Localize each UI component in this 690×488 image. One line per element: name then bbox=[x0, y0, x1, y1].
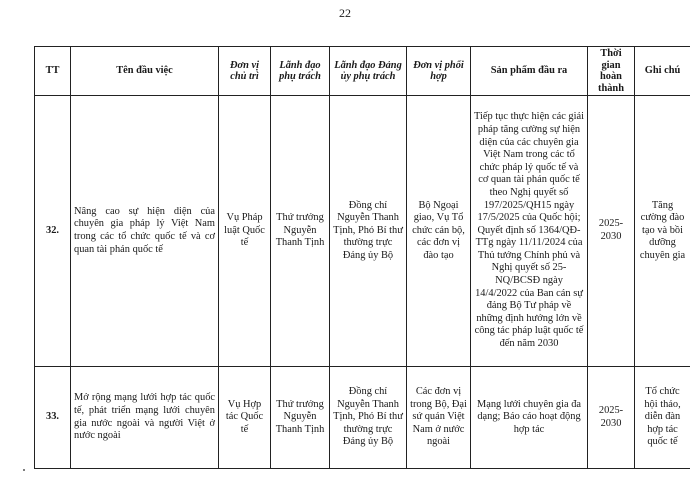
output-product: Mạng lưới chuyên gia đa dạng; Báo cáo hoạt động hợp tác bbox=[471, 367, 588, 469]
row-number: 32. bbox=[35, 96, 71, 367]
table-row bbox=[35, 96, 690, 367]
deadline: 2025-2030 bbox=[588, 96, 635, 367]
header-output: Sản phẩm đầu ra bbox=[471, 47, 588, 96]
coordinating-unit: Bộ Ngoại giao, Vụ Tổ chức cán bộ, các đơn vị đào tạo bbox=[407, 96, 471, 367]
header-ministry-leader: Lãnh đạo phụ trách bbox=[271, 47, 330, 96]
header-lead-unit: Đơn vị chủ trì bbox=[219, 47, 271, 96]
header-tt: TT bbox=[35, 47, 71, 96]
task-name: Nâng cao sự hiện diện của chuyên gia pháp lý Việt Nam trong các tổ chức quốc tế và cơ quan tài phán quốc tế bbox=[71, 96, 219, 367]
lead-unit: Vụ Hợp tác Quốc tế bbox=[219, 367, 271, 469]
task-name: Mở rộng mạng lưới hợp tác quốc tế, phát triển mạng lưới chuyên gia nước ngoài và người Việt ở nước ngoài bbox=[71, 367, 219, 469]
header-notes: Ghi chú bbox=[635, 47, 690, 96]
party-leader: Đồng chí Nguyễn Thanh Tịnh, Phó Bí thư thường trực Đảng ủy Bộ bbox=[330, 367, 407, 469]
ministry-leader: Thứ trưởng Nguyễn Thanh Tịnh bbox=[271, 367, 330, 469]
lead-unit: Vụ Pháp luật Quốc tế bbox=[219, 96, 271, 367]
ministry-leader: Thứ trưởng Nguyễn Thanh Tịnh bbox=[271, 96, 330, 367]
row-number: 33. bbox=[35, 367, 71, 469]
task-table bbox=[34, 46, 690, 469]
notes: Tổ chức hội thảo, diễn đàn hợp tác quốc tế bbox=[635, 367, 690, 469]
header-coordinating-unit: Đơn vị phối hợp bbox=[407, 47, 471, 96]
deadline: 2025-2030 bbox=[588, 367, 635, 469]
output-product: Tiếp tục thực hiện các giải pháp tăng cường sự hiện diện của các chuyên gia Việt Nam trong các tổ chức pháp lý quốc tế và cơ quan tài phán quốc tế theo Nghị quyết số 197/2025/QH15 ngày 17/5/2025 của Quốc hội; Quyết định số 1364/QĐ-TTg ngày 11/11/2024 của Thủ tướng Chính phủ và Nghị quyết số 25-NQ/BCSĐ ngày 14/4/2022 của Ban cán sự đảng Bộ Tư pháp về những định hướng lớn về công tác pháp luật quốc tế đến năm 2030 bbox=[471, 96, 588, 367]
page-number: 22 bbox=[339, 6, 351, 20]
coordinating-unit: Các đơn vị trong Bộ, Đại sứ quán Việt Nam ở nước ngoài bbox=[407, 367, 471, 469]
notes: Tăng cường đào tạo và bồi dưỡng chuyên gia bbox=[635, 96, 690, 367]
table-row bbox=[35, 367, 690, 469]
header-deadline: Thời gian hoàn thành bbox=[588, 47, 635, 96]
header-task: Tên đầu việc bbox=[71, 47, 219, 96]
scan-dot bbox=[23, 469, 25, 471]
header-party-leader: Lãnh đạo Đảng ủy phụ trách bbox=[330, 47, 407, 96]
table-header-row bbox=[35, 47, 690, 96]
party-leader: Đồng chí Nguyễn Thanh Tịnh, Phó Bí thư thường trực Đảng ủy Bộ bbox=[330, 96, 407, 367]
